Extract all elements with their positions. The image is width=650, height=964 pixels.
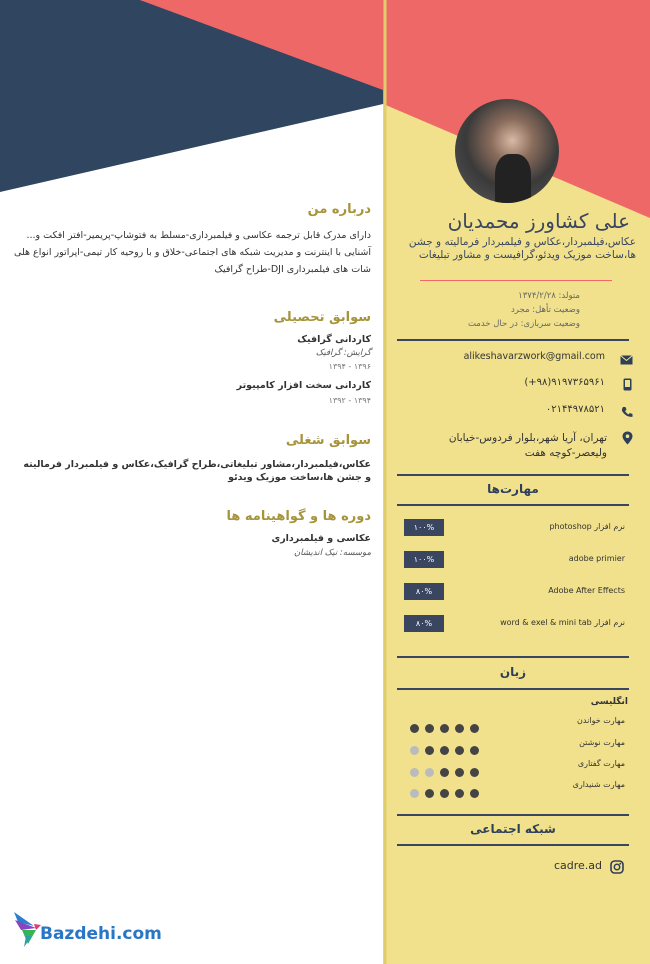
mobile-number: (+۹۸)۹۱۹۷۳۶۵۹۶۱ — [524, 377, 605, 388]
language-title: زبان — [499, 665, 527, 679]
education-years: ۱۳۹۴ - ۱۳۹۲ — [328, 396, 371, 405]
language-rating — [404, 718, 479, 737]
language-skill-label: مهارت نوشتن — [579, 738, 625, 747]
skill-level-badge: ۸۰% — [404, 583, 444, 600]
language-name: انگلیسی — [590, 697, 628, 707]
skill-name: Adobe After Effects — [548, 586, 625, 595]
skill-name: adobe primier — [568, 554, 625, 563]
phone-number: ۰۲۱۴۴۹۷۸۵۲۱ — [545, 404, 605, 415]
work-text: عکاس،فیلمبردار،مشاور تبلیغاتی،طراح گرافیک،عکاس و فیلمبردار فرمالیته و جشن ها،ساخت موزیک ویدئو — [23, 459, 371, 483]
education-years: ۱۳۹۶ - ۱۳۹۴ — [328, 362, 371, 371]
language-rating — [404, 783, 479, 802]
email-link[interactable]: alikeshavarzwork@gmail.com — [463, 351, 605, 362]
course-institute: موسسه: نیک اندیشان — [294, 548, 371, 558]
skill-level-badge: ۱۰۰% — [404, 519, 444, 536]
course-name: عکاسی و فیلمبرداری — [271, 533, 371, 544]
skill-name: نرم افزار photoshop — [549, 522, 625, 531]
location-icon — [622, 430, 633, 449]
social-title-divider — [397, 844, 629, 846]
military-status: وضعیت سربازی: در حال خدمت — [467, 319, 580, 329]
skills-divider — [397, 656, 629, 658]
work-title: سوابق شغلی — [285, 433, 371, 448]
address: تهران، آریا شهر،بلوار فردوس-خیابان ولیعصر-کوچه هفت — [448, 432, 607, 459]
skill-level-badge: ۱۰۰% — [404, 551, 444, 568]
header-divider — [420, 280, 612, 281]
language-skill-label: مهارت گفتاری — [577, 759, 625, 768]
about-text: دارای مدرک قابل ترجمه عکاسی و فیلمبرداری-مسلط به فتوشاپ-پریمیر-افتر افکت و... آشنایی با اینترنت و مدیریت شبکه های اجتماعی-خلاق و با روحیه کار تیمی-اپراتور انواع هلی شات های فیلمبرداری DJI-طراح گرافیک — [13, 230, 371, 275]
language-divider — [397, 814, 629, 816]
profile-photo — [455, 99, 559, 203]
instagram-handle[interactable]: cadre.ad — [553, 859, 602, 872]
courses-title: دوره ها و گواهینامه ها — [226, 509, 371, 524]
profile-subtitle: عکاس،فیلمبردار،عکاس و فیلمبردار فرمالیته و جشن ها،ساخت موزیک ویدئو،گرافیست و مشاور تبلیغات — [408, 236, 636, 261]
contact-divider — [397, 474, 629, 476]
skills-title-divider — [397, 504, 629, 506]
phone-icon — [621, 403, 633, 422]
language-skill-label: مهارت خواندن — [577, 716, 625, 725]
skill-level-badge: ۸۰% — [404, 615, 444, 632]
info-divider — [397, 339, 629, 341]
language-title-divider — [397, 688, 629, 690]
about-title: درباره من — [307, 202, 371, 217]
education-degree: کاردانی گرافیک — [297, 334, 371, 345]
watermark-brand[interactable]: Bazdehi.com — [40, 924, 162, 944]
email-icon — [620, 350, 633, 369]
language-rating — [404, 740, 479, 759]
mobile-icon — [623, 376, 632, 395]
education-field: گرایش: گرافیک — [315, 348, 371, 358]
language-skill-label: مهارت شنیداری — [572, 780, 625, 789]
social-title: شبکه اجتماعی — [470, 822, 556, 836]
profile-name: علی کشاورز محمدیان — [447, 209, 630, 233]
birth-date: متولد: ۱۳۷۴/۲/۲۸ — [518, 291, 580, 301]
education-degree: کاردانی سخت افزار کامپیوتر — [236, 380, 371, 391]
skills-title: مهارت‌ها — [487, 482, 539, 496]
marital-status: وضعیت تأهل: مجرد — [511, 305, 580, 315]
instagram-icon[interactable] — [610, 859, 624, 878]
bird-logo-icon — [12, 906, 42, 952]
skill-name: نرم افزار word & exel & mini tab — [500, 618, 625, 627]
language-rating — [404, 762, 479, 781]
education-title: سوابق تحصیلی — [273, 310, 371, 325]
